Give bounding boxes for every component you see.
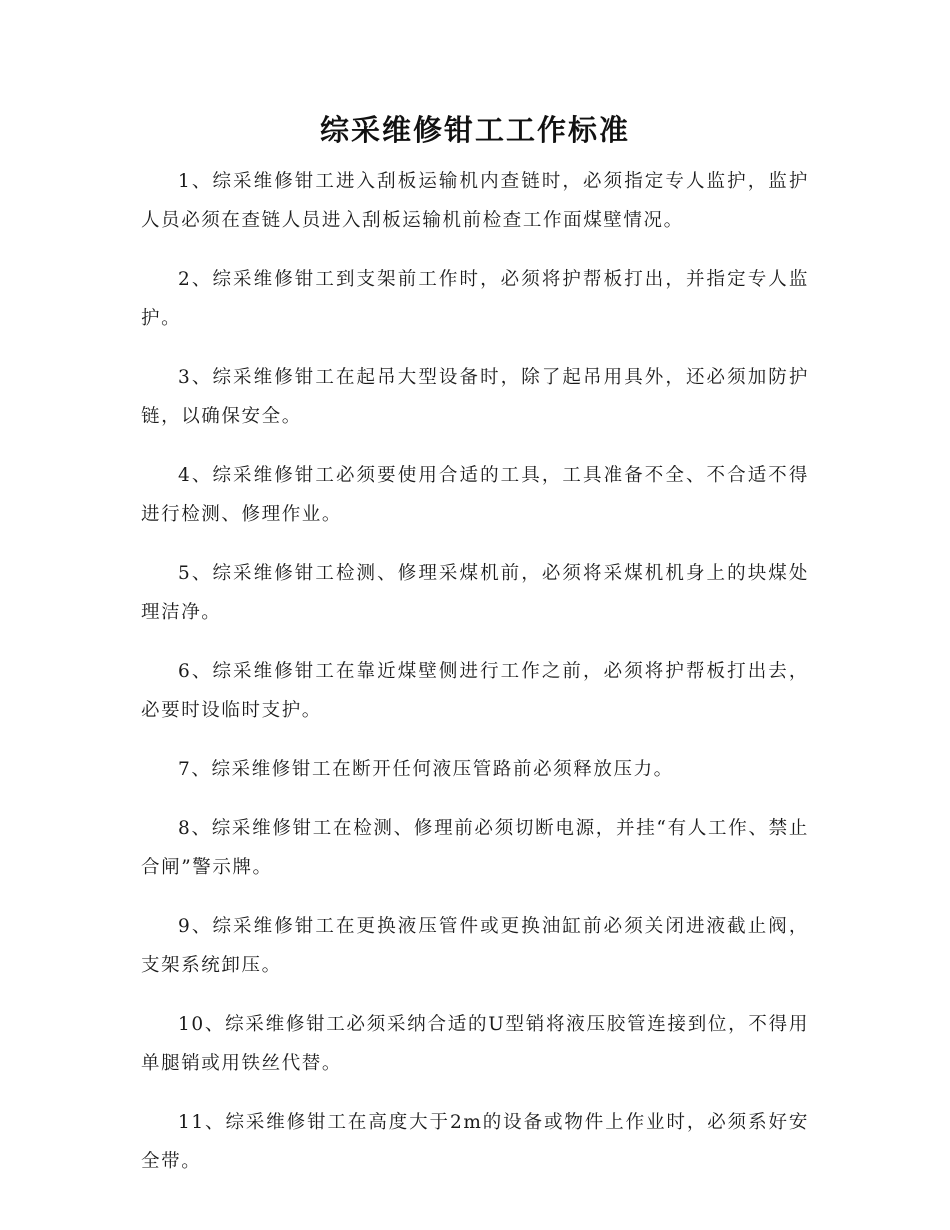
paragraph-3: 3、综采维修钳工在起吊大型设备时，除了起吊用具外，还必须加防护链，以确保安全。	[141, 367, 809, 427]
document-title: 综采维修钳工工作标准	[319, 113, 630, 147]
document-body	[141, 162, 809, 1201]
paragraph-11: 11、综采维修钳工在高度大于2m的设备或物件上作业时，必须系好安全带。	[141, 1112, 809, 1172]
paragraph-6: 6、综采维修钳工在靠近煤壁侧进行工作之前，必须将护帮板打出去，必要时设临时支护。	[141, 661, 809, 721]
paragraph-5: 5、综采维修钳工检测、修理采煤机前，必须将采煤机机身上的块煤处理洁净。	[141, 563, 809, 623]
paragraph-4: 4、综采维修钳工必须要使用合适的工具，工具准备不全、不合适不得进行检测、修理作业。	[141, 465, 809, 525]
paragraph-10: 10、综采维修钳工必须采纳合适的U型销将液压胶管连接到位，不得用单腿销或用铁丝代替。	[141, 1014, 809, 1074]
paragraph-9: 9、综采维修钳工在更换液压管件或更换油缸前必须关闭进液截止阀，支架系统卸压。	[141, 916, 809, 976]
paragraph-8: 8、综采维修钳工在检测、修理前必须切断电源，并挂“有人工作、禁止合闸”警示牌。	[141, 818, 809, 878]
paragraph-7: 7、综采维修钳工在断开任何液压管路前必须释放压力。	[178, 759, 674, 780]
paragraph-1: 1、综采维修钳工进入刮板运输机内查链时，必须指定专人监护，监护人员必须在查链人员进入刮板运输机前检查工作面煤壁情况。	[141, 171, 809, 231]
paragraph-2: 2、综采维修钳工到支架前工作时，必须将护帮板打出，并指定专人监护。	[141, 269, 809, 329]
